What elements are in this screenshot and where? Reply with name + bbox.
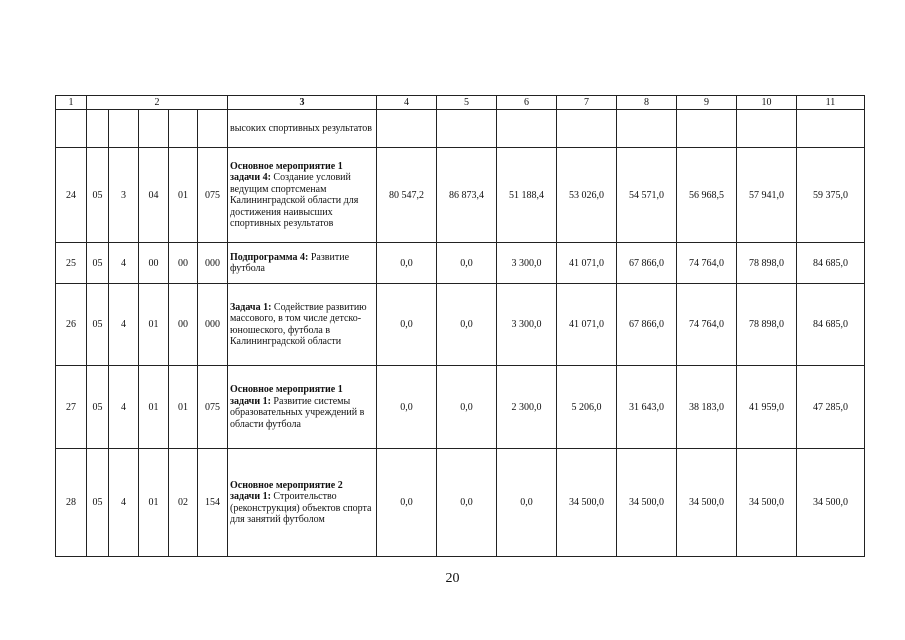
row-description xyxy=(228,449,377,557)
cell-empty xyxy=(169,110,198,148)
code-program: 4 xyxy=(109,366,139,449)
value-cell: 34 500,0 xyxy=(677,449,737,557)
header-col-11: 11 xyxy=(797,96,865,110)
value-cell: 41 959,0 xyxy=(737,366,797,449)
value-cell: 74 764,0 xyxy=(677,284,737,366)
value-cell: 59 375,0 xyxy=(797,148,865,243)
code-subprogram: 01 xyxy=(139,366,169,449)
value-cell: 0,0 xyxy=(437,243,497,284)
row-description xyxy=(228,243,377,284)
description-text: Развитие футбола xyxy=(230,251,350,274)
header-col-1: 1 xyxy=(56,96,87,110)
description-bold: Основное мероприятие 2 задачи 1: xyxy=(230,479,343,502)
description-bold: Задача 1: xyxy=(230,301,272,313)
value-cell: 0,0 xyxy=(377,366,437,449)
code-task: 01 xyxy=(169,366,198,449)
value-cell: 84 685,0 xyxy=(797,243,865,284)
value-cell: 0,0 xyxy=(377,284,437,366)
value-cell: 51 188,4 xyxy=(497,148,557,243)
code-program: 4 xyxy=(109,243,139,284)
value-cell: 41 071,0 xyxy=(557,243,617,284)
value-cell: 41 071,0 xyxy=(557,284,617,366)
value-cell: 67 866,0 xyxy=(617,243,677,284)
description-text: Развитие системы образовательных учреждений в области футбола xyxy=(230,395,365,430)
value-cell: 47 285,0 xyxy=(797,366,865,449)
value-cell: 0,0 xyxy=(437,366,497,449)
budget-table xyxy=(55,95,865,557)
header-row xyxy=(56,96,865,110)
cell-empty xyxy=(139,110,169,148)
cell-empty xyxy=(198,110,228,148)
header-col-5: 5 xyxy=(437,96,497,110)
row-number: 27 xyxy=(56,366,87,449)
description-text: Создание условий ведущим спортсменам Калининградской области для достижения наивысших спортивных результатов xyxy=(230,172,359,229)
row-description xyxy=(228,148,377,243)
code-task: 01 xyxy=(169,148,198,243)
value-cell: 0,0 xyxy=(497,449,557,557)
code-expense: 000 xyxy=(198,243,228,284)
code-program: 3 xyxy=(109,148,139,243)
code-program: 4 xyxy=(109,449,139,557)
header-col-3: 3 xyxy=(228,96,377,110)
row-number: 26 xyxy=(56,284,87,366)
value-cell: 31 643,0 xyxy=(617,366,677,449)
continuation-row xyxy=(56,110,865,148)
value-cell: 54 571,0 xyxy=(617,148,677,243)
value-cell: 78 898,0 xyxy=(737,284,797,366)
page-number: 20 xyxy=(445,571,460,586)
row-description xyxy=(228,284,377,366)
header-col-10: 10 xyxy=(737,96,797,110)
cell-empty xyxy=(109,110,139,148)
row-description xyxy=(228,366,377,449)
code-expense: 154 xyxy=(198,449,228,557)
header-col-4: 4 xyxy=(377,96,437,110)
cell-empty xyxy=(617,110,677,148)
code-subprogram: 01 xyxy=(139,284,169,366)
table-row xyxy=(56,366,865,449)
value-cell: 86 873,4 xyxy=(437,148,497,243)
value-cell: 34 500,0 xyxy=(617,449,677,557)
cell-empty xyxy=(557,110,617,148)
header-col-2: 2 xyxy=(87,96,228,110)
code-subprogram: 00 xyxy=(139,243,169,284)
code-subprogram: 04 xyxy=(139,148,169,243)
value-cell: 67 866,0 xyxy=(617,284,677,366)
value-cell: 0,0 xyxy=(437,284,497,366)
value-cell: 34 500,0 xyxy=(797,449,865,557)
value-cell: 0,0 xyxy=(437,449,497,557)
value-cell: 53 026,0 xyxy=(557,148,617,243)
value-cell: 80 547,2 xyxy=(377,148,437,243)
code-section: 05 xyxy=(87,284,109,366)
value-cell: 5 206,0 xyxy=(557,366,617,449)
header-col-8: 8 xyxy=(617,96,677,110)
code-section: 05 xyxy=(87,148,109,243)
header-col-6: 6 xyxy=(497,96,557,110)
value-cell: 74 764,0 xyxy=(677,243,737,284)
code-program: 4 xyxy=(109,284,139,366)
description-text: Содействие развитию массового, в том числе детско-юношеского, футбола в Калининградской области xyxy=(230,301,367,347)
cell-empty xyxy=(677,110,737,148)
code-task: 02 xyxy=(169,449,198,557)
value-cell: 34 500,0 xyxy=(737,449,797,557)
table-row xyxy=(56,449,865,557)
value-cell: 78 898,0 xyxy=(737,243,797,284)
row-number: 24 xyxy=(56,148,87,243)
row-number: 28 xyxy=(56,449,87,557)
code-task: 00 xyxy=(169,243,198,284)
value-cell: 2 300,0 xyxy=(497,366,557,449)
cell-empty xyxy=(497,110,557,148)
value-cell: 3 300,0 xyxy=(497,284,557,366)
code-task: 00 xyxy=(169,284,198,366)
description-bold: Основное мероприятие 1 задачи 4: xyxy=(230,160,343,183)
code-expense: 075 xyxy=(198,148,228,243)
code-subprogram: 01 xyxy=(139,449,169,557)
table-row xyxy=(56,284,865,366)
table-row xyxy=(56,148,865,243)
description-bold: Подпрограмма 4: xyxy=(230,251,309,263)
continuation-text: высоких спортивных результатов xyxy=(228,110,377,148)
row-number: 25 xyxy=(56,243,87,284)
value-cell: 84 685,0 xyxy=(797,284,865,366)
value-cell: 0,0 xyxy=(377,243,437,284)
table-row xyxy=(56,243,865,284)
cell-empty xyxy=(87,110,109,148)
header-col-7: 7 xyxy=(557,96,617,110)
value-cell: 56 968,5 xyxy=(677,148,737,243)
code-expense: 000 xyxy=(198,284,228,366)
value-cell: 0,0 xyxy=(377,449,437,557)
value-cell: 38 183,0 xyxy=(677,366,737,449)
cell-empty xyxy=(797,110,865,148)
cell-empty xyxy=(377,110,437,148)
header-col-9: 9 xyxy=(677,96,737,110)
value-cell: 57 941,0 xyxy=(737,148,797,243)
code-section: 05 xyxy=(87,366,109,449)
value-cell: 34 500,0 xyxy=(557,449,617,557)
cell-empty xyxy=(437,110,497,148)
description-bold: Основное мероприятие 1 задачи 1: xyxy=(230,384,343,407)
code-section: 05 xyxy=(87,449,109,557)
cell-empty xyxy=(56,110,87,148)
code-expense: 075 xyxy=(198,366,228,449)
description-text: Строительство (реконструкция) объектов спорта для занятий футболом xyxy=(230,491,372,525)
cell-empty xyxy=(737,110,797,148)
value-cell: 3 300,0 xyxy=(497,243,557,284)
code-section: 05 xyxy=(87,243,109,284)
